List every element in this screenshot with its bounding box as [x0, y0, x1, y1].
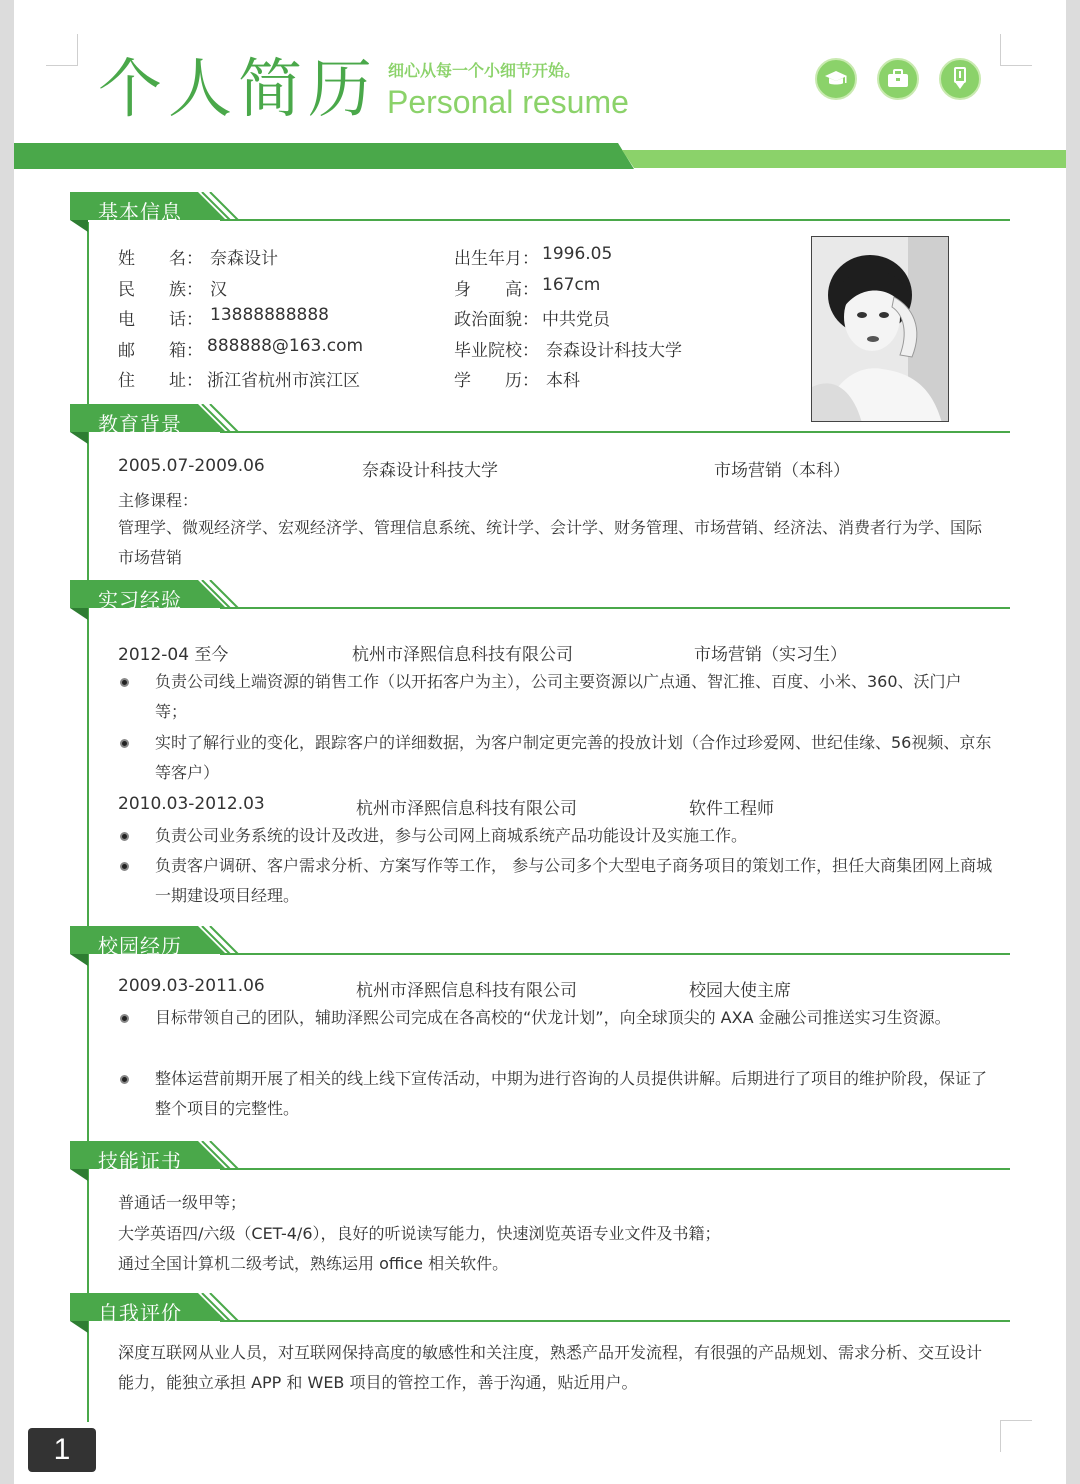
basic-value: 本科 — [546, 371, 580, 391]
campus-bullet: 目标带领自己的团队，辅助泽熙公司完成在各高校的“伏龙计划”，向全球顶尖的 AXA 金融公司推送实习生资源。 — [155, 1008, 951, 1027]
job-company: 杭州市泽熙信息科技有限公司 — [356, 799, 577, 819]
basic-label: 出生年月： — [454, 249, 539, 269]
section-header-self — [70, 1293, 1012, 1339]
pen-icon — [939, 58, 981, 100]
basic-label: 毕业院校： — [454, 341, 539, 361]
courses-label: 主修课程： — [118, 491, 199, 510]
skill-item: 通过全国计算机二级考试，熟练运用 office 相关软件。 — [118, 1254, 509, 1273]
section-title: 基本信息 — [98, 200, 182, 224]
basic-label: 姓 名： — [118, 249, 203, 269]
page-number-badge[interactable]: 1 — [28, 1428, 96, 1472]
campus-role: 校园大使主席 — [689, 981, 791, 1001]
campus-bullet: 整体运营前期开展了相关的线上线下宣传活动，中期为进行咨询的人员提供讲解。后期进行了项目的维护阶段，保证了整个项目的完整性。 — [155, 1069, 988, 1118]
skill-item: 大学英语四/六级（CET-4/6），良好的听说读写能力，快速浏览英语专业文件及书籍； — [118, 1224, 721, 1243]
section-header-education — [70, 404, 1012, 450]
bullet-dot — [120, 1075, 129, 1084]
section-header-internship — [70, 580, 1012, 626]
edu-major: 市场营销（本科） — [714, 461, 850, 481]
skill-item: 普通话一级甲等； — [118, 1193, 247, 1212]
title-cn: 个人简历 — [98, 53, 378, 127]
basic-label: 学 历： — [454, 371, 539, 391]
title-en: Personal resume — [387, 84, 629, 120]
basic-value: 汉 — [210, 280, 227, 300]
job-bullet: 负责公司线上端资源的销售工作（以开拓客户为主），公司主要资源以广点通、智汇推、百度、小米、360、沃门户等； — [155, 672, 962, 721]
section-rule — [220, 1168, 1010, 1170]
edu-school: 奈森设计科技大学 — [362, 461, 498, 481]
resume-page — [14, 0, 1066, 1484]
basic-value: 奈森设计科技大学 — [546, 341, 682, 361]
job-role: 软件工程师 — [689, 799, 774, 819]
section-title: 自我评价 — [98, 1301, 182, 1325]
basic-label: 住 址： — [118, 371, 203, 391]
basic-label: 民 族： — [118, 280, 203, 300]
bullet-dot — [120, 862, 129, 871]
section-header-skills — [70, 1141, 1012, 1187]
job-bullet: 负责客户调研、客户需求分析、方案写作等工作， 参与公司多个大型电子商务项目的策划工作，担任大商集团网上商城一期建设项目经理。 — [155, 856, 993, 905]
bullet-dot — [120, 832, 129, 841]
job-date: 2010.03-2012.03 — [118, 794, 265, 814]
basic-value: 奈森设计 — [210, 249, 278, 269]
campus-company: 杭州市泽熙信息科技有限公司 — [356, 981, 577, 1001]
basic-value: 167cm — [542, 275, 601, 295]
timeline-line — [87, 222, 89, 1422]
section-title: 实习经验 — [98, 588, 182, 612]
job-bullet: 负责公司业务系统的设计及改进，参与公司网上商城系统产品功能设计及实施工作。 — [155, 826, 748, 845]
job-company: 杭州市泽熙信息科技有限公司 — [352, 645, 573, 665]
basic-label: 邮 箱： — [118, 341, 203, 361]
crop-mark — [46, 34, 78, 66]
section-title: 校园经历 — [98, 934, 182, 958]
basic-value: 浙江省杭州市滨江区 — [207, 371, 360, 391]
briefcase-icon — [877, 58, 919, 100]
basic-value: 888888@163.com — [207, 336, 364, 356]
courses-text: 管理学、微观经济学、宏观经济学、管理信息系统、统计学、会计学、财务管理、市场营销、经济法、消费者行为学、国际市场营销 — [118, 518, 983, 567]
basic-label: 政治面貌： — [454, 310, 539, 330]
tagline: 细心从每一个小细节开始。 — [388, 61, 581, 80]
self-eval-text: 深度互联网从业人员，对互联网保持高度的敏感性和关注度，熟悉产品开发流程，有很强的产品规划、需求分析、交互设计能力，能独立承担 APP 和 WEB 项目的管控工作，善于沟通，贴近用户。 — [118, 1343, 983, 1392]
job-role: 市场营销（实习生） — [694, 645, 847, 665]
edu-date: 2005.07-2009.06 — [118, 456, 265, 476]
campus-date: 2009.03-2011.06 — [118, 976, 265, 996]
bullet-dot — [120, 1014, 129, 1023]
header-band — [14, 143, 1066, 169]
basic-label: 电 话： — [118, 310, 203, 330]
section-rule — [220, 431, 1010, 433]
section-header-campus — [70, 926, 1012, 972]
basic-value: 1996.05 — [542, 244, 613, 264]
bullet-dot — [120, 739, 129, 748]
section-rule — [220, 607, 1010, 609]
graduation-cap-icon — [815, 58, 857, 100]
bullet-dot — [120, 678, 129, 687]
section-title: 教育背景 — [98, 412, 182, 436]
job-date: 2012-04 至今 — [118, 645, 229, 665]
job-bullet: 实时了解行业的变化，跟踪客户的详细数据，为客户制定更完善的投放计划（合作过珍爱网、世纪佳缘、56视频、京东等客户） — [155, 733, 992, 782]
section-rule — [220, 1320, 1010, 1322]
profile-photo — [811, 236, 949, 422]
basic-value: 13888888888 — [210, 305, 329, 325]
section-rule — [220, 219, 1010, 221]
section-rule — [220, 953, 1010, 955]
section-header-basic — [70, 192, 1012, 238]
basic-value: 中共党员 — [542, 310, 610, 330]
crop-mark — [1000, 1420, 1032, 1452]
section-title: 技能证书 — [98, 1149, 182, 1173]
basic-label: 身 高： — [454, 280, 539, 300]
crop-mark — [1000, 34, 1032, 66]
